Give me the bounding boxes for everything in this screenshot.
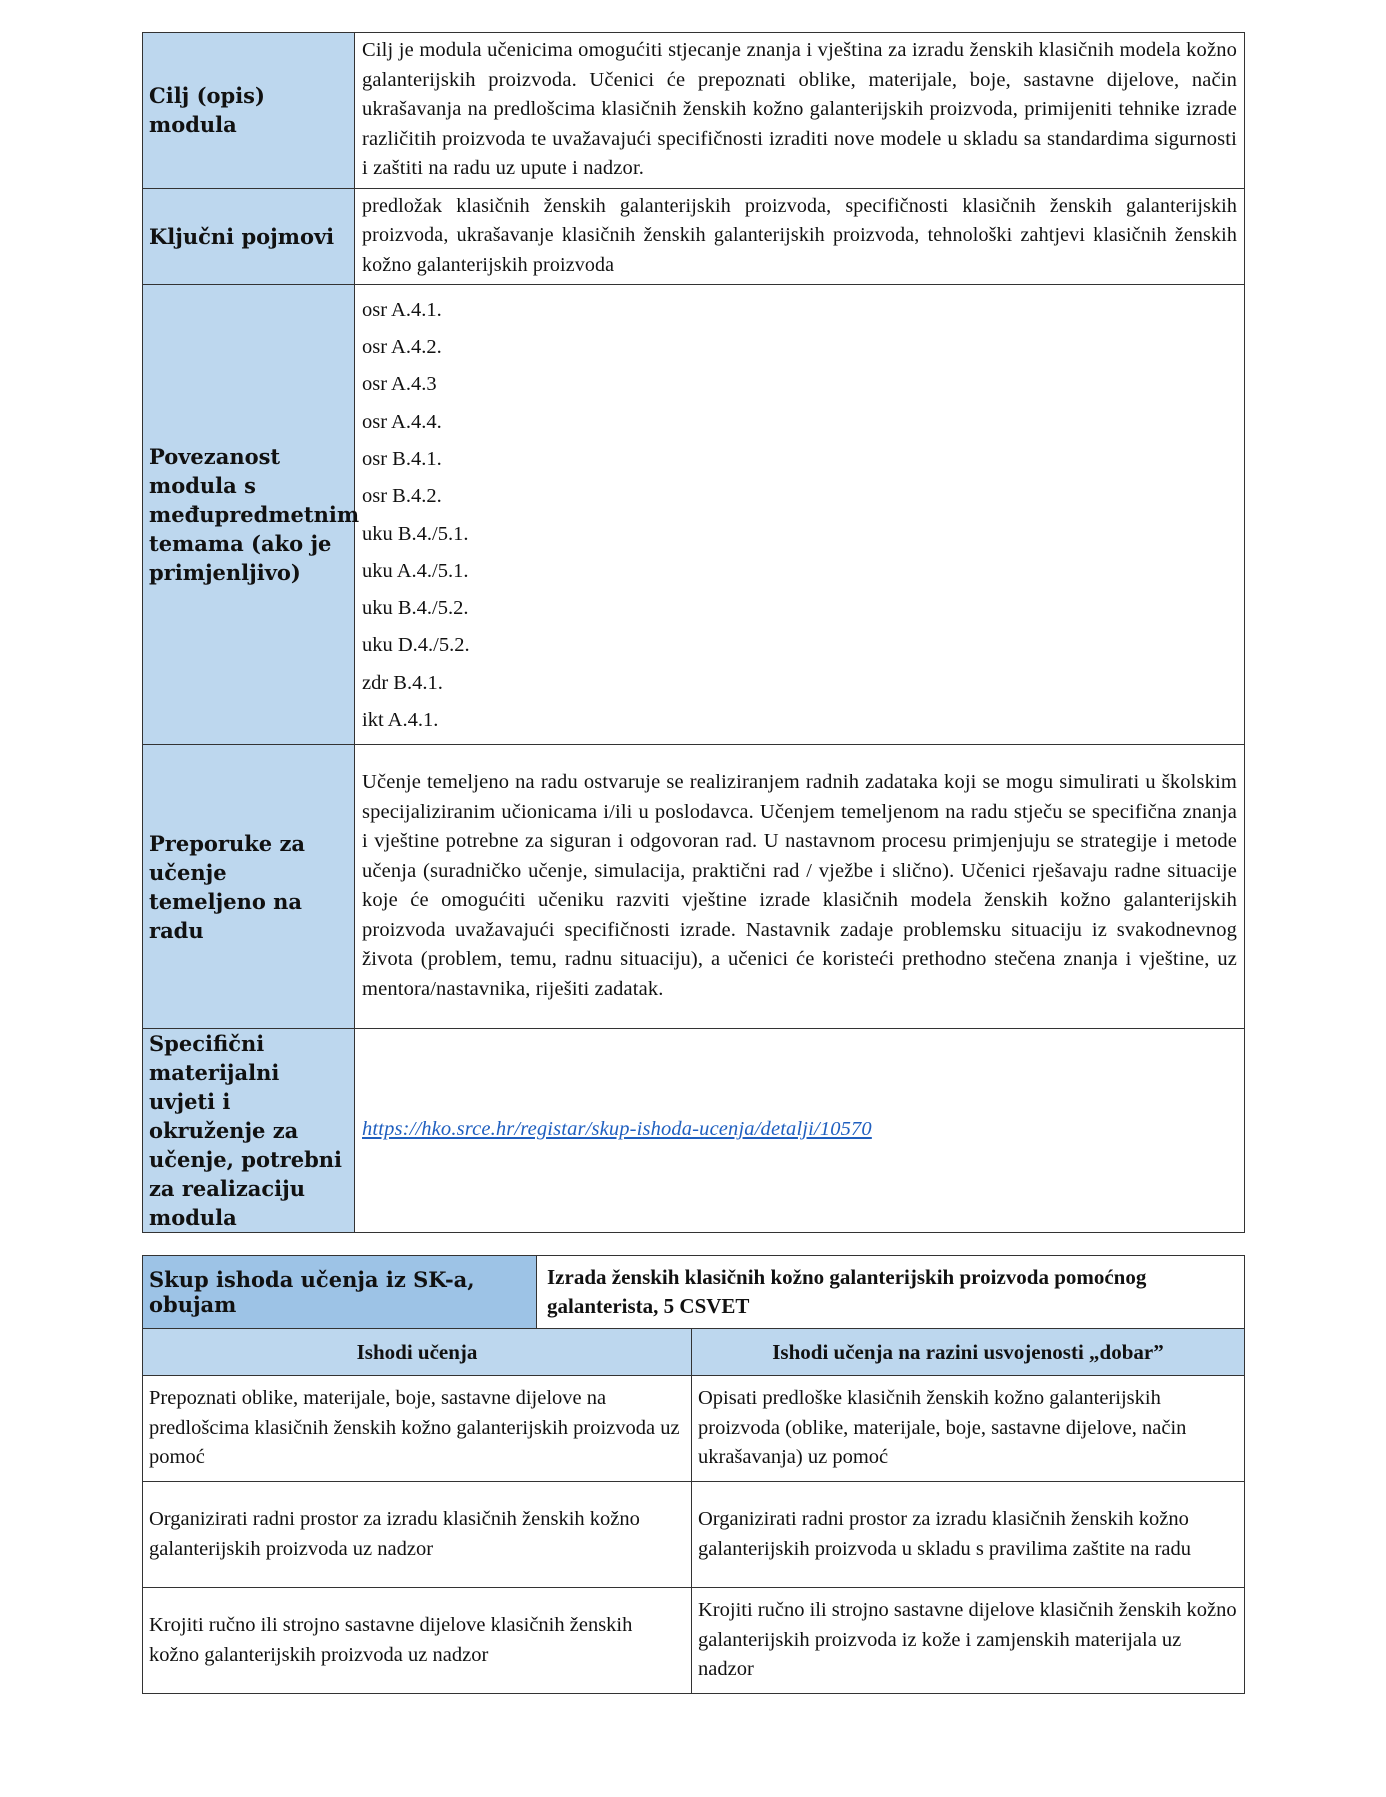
code-item: osr B.4.1. xyxy=(362,447,442,470)
table-header-row xyxy=(143,1329,1245,1376)
row-label-work-based-learning: Preporuke za učenje temeljeno na radu xyxy=(143,745,355,1029)
column-header-outcomes-good: Ishodi učenja na razini usvojenosti „dobar” xyxy=(692,1329,1245,1376)
row-label-material-conditions: Specifični materijalni uvjeti i okruženje za učenje, potrebni za realizaciju modula xyxy=(143,1029,355,1233)
table-row xyxy=(143,285,1245,745)
module-description-table xyxy=(142,32,1245,1233)
learning-outcomes-table xyxy=(142,1255,1245,1694)
work-based-learning-text: Učenje temeljeno na radu ostvaruje se realiziranjem radnih zadataka koji se mogu simulirati u školskim specijaliziranim učionicama i/ili u poslodavca. Učenjem temeljenom na radu stječu se specifična znanja i vještine potrebne za siguran i odgovoran rad. U nastavnom procesu primjenjuju se strategije i metode učenja (suradničko učenje, simulacija, praktični rad / vježbe i slično). Učenici rješavaju radne situacije koje će omogućiti učeniku razviti vještine izrade klasičnih modela ženskih kožno galanterijskih proizvoda uvažavajući specifičnosti izrade. Nastavnik zadaje problemsku situaciju iz svakodnevnog života (problem, temu, radnu situaciju), a učenici će koristeći prethodno stečena znanja i vještine, uz mentora/nastavnika, riješiti zadatak. xyxy=(355,745,1245,1029)
code-item: osr A.4.3 xyxy=(362,373,437,396)
outcome-cell: Prepoznati oblike, materijale, boje, sastavne dijelove na predlošcima klasičnih ženskih kožno galanterijskih proizvoda uz pomoć xyxy=(143,1376,692,1482)
outcome-good-cell: Opisati predloške klasičnih ženskih kožno galanterijskih proizvoda (oblike, materijale, boje, sastavne dijelove, način ukrašavanja) uz pomoć xyxy=(692,1376,1245,1482)
material-conditions-cell xyxy=(355,1029,1245,1233)
table-row xyxy=(143,33,1245,189)
table-row xyxy=(143,188,1245,285)
outcome-set-label: Skup ishoda učenja iz SK-a, obujam xyxy=(143,1256,537,1329)
outcome-good-cell: Krojiti ručno ili strojno sastavne dijelove klasičnih ženskih kožno galanterijskih proizvoda iz kože i zamjenskih materijala uz nadzor xyxy=(692,1588,1245,1694)
cross-curricular-codes xyxy=(355,285,1245,745)
code-item: osr B.4.2. xyxy=(362,485,442,508)
code-item: osr A.4.4. xyxy=(362,410,442,433)
code-item: zdr B.4.1. xyxy=(362,671,443,694)
registry-link[interactable]: https://hko.srce.hr/registar/skup-ishoda-ucenja/detalji/10570 xyxy=(362,1118,872,1141)
outcome-cell: Organizirati radni prostor za izradu klasičnih ženskih kožno galanterijskih proizvoda uz nadzor xyxy=(143,1482,692,1588)
table-row xyxy=(143,1588,1245,1694)
row-label-key-terms: Ključni pojmovi xyxy=(143,188,355,285)
table-row xyxy=(143,1376,1245,1482)
code-item: uku A.4./5.1. xyxy=(362,559,469,582)
code-item: osr A.4.2. xyxy=(362,336,442,359)
table-row xyxy=(143,1029,1245,1233)
column-header-outcomes: Ishodi učenja xyxy=(143,1329,692,1376)
code-item: uku B.4./5.1. xyxy=(362,522,469,545)
table-row xyxy=(143,745,1245,1029)
code-item: uku B.4./5.2. xyxy=(362,597,469,620)
code-item: ikt A.4.1. xyxy=(362,708,439,731)
outcome-good-cell: Organizirati radni prostor za izradu klasičnih ženskih kožno galanterijskih proizvoda u skladu s pravilima zaštite na radu xyxy=(692,1482,1245,1588)
table-row xyxy=(143,1256,1245,1329)
table-row xyxy=(143,1482,1245,1588)
key-terms-text: predložak klasičnih ženskih galanterijskih proizvoda, specifičnosti klasičnih ženskih galanterijskih proizvoda, ukrašavanje klasičnih ženskih galanterijskih proizvoda, tehnološki zahtjevi klasičnih ženskih kožno galanterijskih proizvoda xyxy=(355,188,1245,285)
code-item: uku D.4./5.2. xyxy=(362,634,470,657)
outcome-cell: Krojiti ručno ili strojno sastavne dijelove klasičnih ženskih kožno galanterijskih proizvoda uz nadzor xyxy=(143,1588,692,1694)
code-item: osr A.4.1. xyxy=(362,298,442,321)
row-label-module-goal: Cilj (opis) modula xyxy=(143,33,355,189)
module-goal-text: Cilj je modula učenicima omogućiti stjecanje znanja i vještina za izradu ženskih klasičnih modela kožno galanterijskih proizvoda. Učenici će prepoznati oblike, materijale, boje, sastavne dijelove, način ukrašavanja na predlošcima klasičnih ženskih kožno galanterijskih proizvoda, primijeniti tehnike izrade različitih proizvoda te uvažavajući specifičnosti izraditi nove modele u skladu sa standardima sigurnosti i zaštiti na radu uz upute i nadzor. xyxy=(355,33,1245,189)
outcome-set-title: Izrada ženskih klasičnih kožno galanterijskih proizvoda pomoćnog galanterista, 5 CSVET xyxy=(537,1256,1245,1329)
row-label-cross-curricular: Povezanost modula s međupredmetnim temama (ako je primjenljivo) xyxy=(143,285,355,745)
